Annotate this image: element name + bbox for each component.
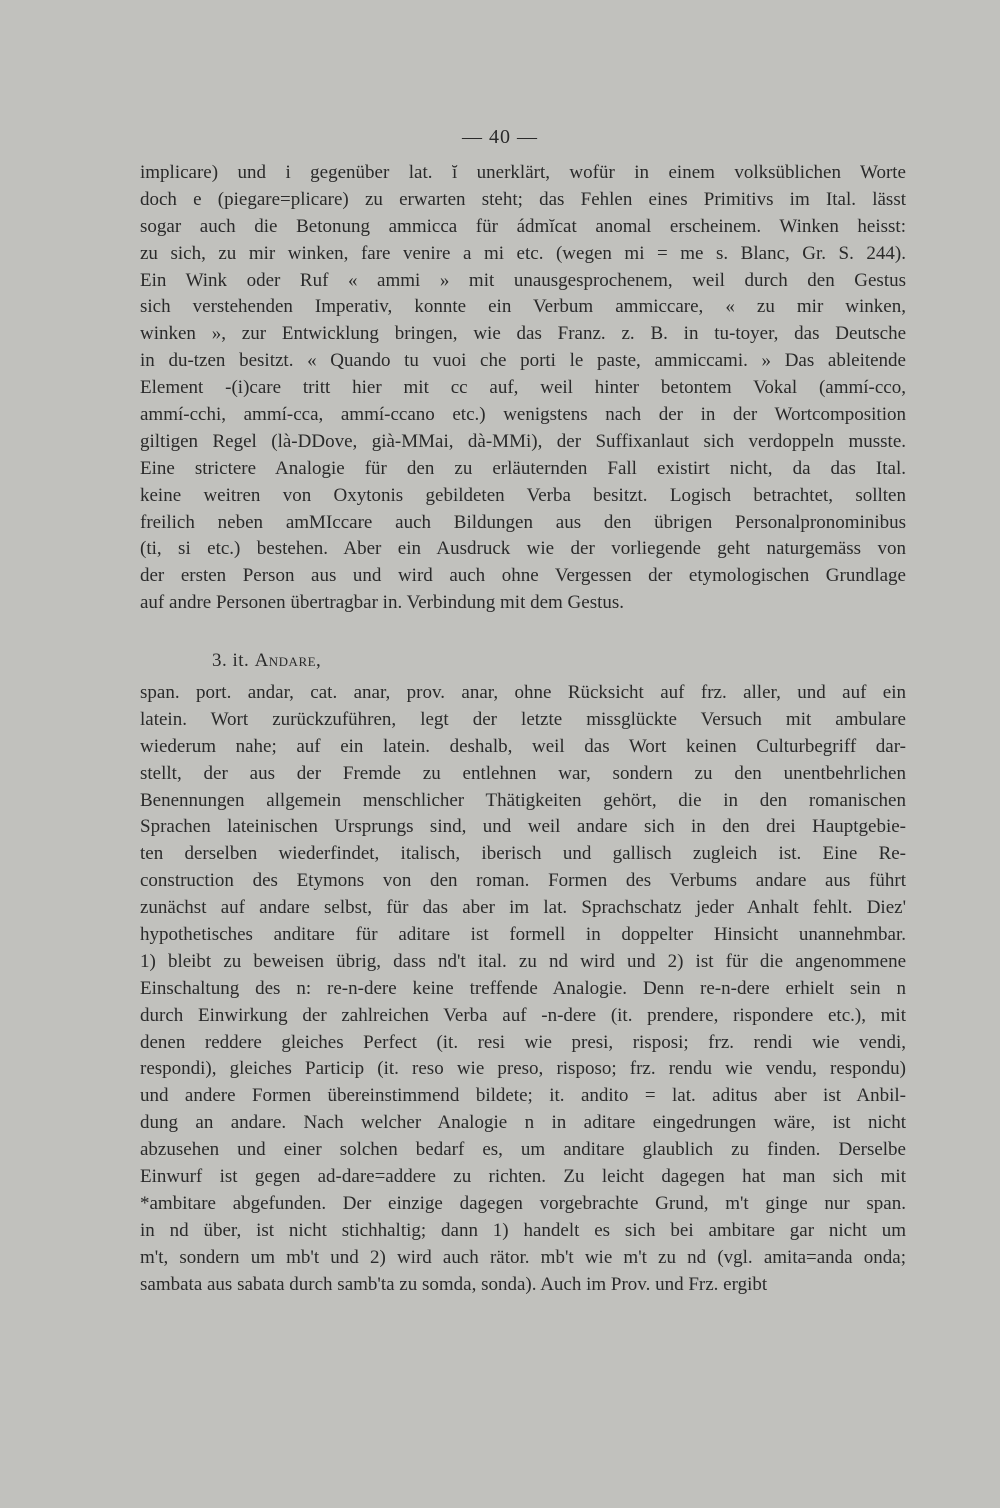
text-line: sich verstehenden Imperativ, konnte ein Verbum ammiccare, « zu mir winken,: [140, 296, 906, 318]
text-line: wiederum nahe; auf ein latein. deshalb, weil das Wort keinen Culturbegriff dar-: [140, 735, 906, 757]
text-line: Element -(i)care tritt hier mit cc auf, weil hinter betontem Vokal (ammí-cco,: [140, 377, 906, 399]
section-word: Andare,: [254, 650, 322, 671]
text-line: winken », zur Entwicklung bringen, wie das Franz. z. B. in tu-toyer, das Deutsche: [140, 323, 906, 345]
text-line: Benennungen allgemein menschlicher Thätigkeiten gehört, die in den romanischen: [140, 789, 906, 811]
text-line: dung an andare. Nach welcher Analogie n in aditare eingedrungen wäre, ist nicht: [140, 1112, 906, 1134]
text-line: implicare) und i gegenüber lat. ĭ unerklärt, wofür in einem volksüblichen Worte: [140, 162, 906, 183]
section-heading: [212, 648, 321, 674]
section-number: 3. it.: [212, 650, 250, 671]
text-line: Einwurf ist gegen ad-dare=addere zu richten. Zu leicht dagegen hat man sich mit: [140, 1166, 906, 1188]
text-line: abzusehen und einer solchen bedarf es, um anditare glaublich zu finden. Derselbe: [140, 1139, 906, 1161]
text-line: sambata aus sabata durch samb'ta zu somda, sonda). Auch im Prov. und Frz. ergibt: [140, 1273, 768, 1295]
text-line: Eine strictere Analogie für den zu erläuternden Fall existirt nicht, da das Ital.: [140, 457, 906, 479]
text-line: m't, sondern um mb't und 2) wird auch rätor. mb't wie m't zu nd (vgl. amita=anda onda;: [140, 1246, 906, 1268]
text-line: giltigen Regel (là-DDove, già-MMai, dà-MMi), der Suffixanlaut sich verdoppeln musste.: [140, 430, 906, 452]
text-line: und andere Formen übereinstimmend bildete; it. andito = lat. aditus aber ist Anbil-: [140, 1085, 906, 1107]
page-number: — 40 —: [462, 126, 538, 148]
text-line: denen reddere gleiches Perfect (it. resi wie presi, risposi; frz. rendi wie vendi,: [140, 1031, 906, 1053]
text-line: in du-tzen besitzt. « Quando tu vuoi che porti le paste, ammiccami. » Das ableitende: [140, 350, 906, 372]
text-line: hypothetisches anditare für aditare ist formell in doppelter Hinsicht unannehmbar.: [140, 924, 906, 946]
text-line: stellt, der aus der Fremde zu entlehnen war, sondern zu den unentbehrlichen: [140, 762, 906, 784]
text-line: Ein Wink oder Ruf « ammi » mit unausgesprochenem, weil durch den Gestus: [140, 269, 906, 291]
text-line: freilich neben amMIccare auch Bildungen aus den übrigen Personalpronominibus: [140, 511, 906, 533]
text-line: doch e (piegare=plicare) zu erwarten steht; das Fehlen eines Primitivs im Ital. lässt: [140, 188, 906, 210]
text-line: durch Einwirkung der zahlreichen Verba auf -n-dere (it. prendere, rispondere etc.), mit: [140, 1004, 906, 1026]
text-line: keine weitren von Oxytonis gebildeten Verba besitzt. Logisch betrachtet, sollten: [140, 484, 906, 506]
text-line: *ambitare abgefunden. Der einzige dagegen vorgebrachte Grund, m't ginge nur span.: [140, 1192, 906, 1214]
text-line: sogar auch die Betonung ammicca für ádmĭcat anomal erscheinem. Winken heisst:: [140, 215, 906, 237]
text-line: (ti, si etc.) bestehen. Aber ein Ausdruck wie der vorliegende geht naturgemäss von: [140, 538, 906, 560]
paragraph-ammiccare: [140, 160, 906, 617]
text-line: ammí-cchi, ammí-cca, ammí-ccano etc.) wenigstens nach der in der Wortcomposition: [140, 404, 906, 426]
text-line: respondi), gleiches Particip (it. reso wie preso, risposo; frz. rendu wie vendu, respondu): [140, 1058, 906, 1080]
text-line: Sprachen lateinischen Ursprungs sind, und weil andare sich in den drei Hauptgebie-: [140, 816, 906, 838]
text-line: span. port. andar, cat. anar, prov. anar, ohne Rücksicht auf frz. aller, und auf ein: [140, 682, 906, 703]
text-line: auf andre Personen übertragbar in. Verbindung mit dem Gestus.: [140, 592, 625, 614]
text-line: zunächst auf andare selbst, für das aber im lat. Sprachschatz jeder Anhalt fehlt. Diez': [140, 897, 906, 919]
paragraph-andare: [140, 680, 906, 1298]
text-line: der ersten Person aus und wird auch ohne Vergessen der etymologischen Grundlage: [140, 565, 906, 587]
text-line: zu sich, zu mir winken, fare venire a mi etc. (wegen mi = me s. Blanc, Gr. S. 244).: [140, 242, 906, 264]
text-line: in nd über, ist nicht stichhaltig; dann 1) handelt es sich bei ambitare gar nicht um: [140, 1219, 906, 1241]
text-line: Einschaltung des n: re-n-dere keine treffende Analogie. Denn re-n-dere erhielt sein n: [140, 977, 906, 999]
text-line: 1) bleibt zu beweisen übrig, dass nd't ital. zu nd wird und 2) ist für die angenommene: [140, 950, 906, 972]
text-line: ten derselben wiederfindet, italisch, iberisch und gallisch zugleich ist. Eine Re-: [140, 843, 906, 865]
text-line: latein. Wort zurückzuführen, legt der letzte missglückte Versuch mit ambulare: [140, 708, 906, 730]
text-line: construction des Etymons von den roman. Formen des Verbums andare aus führt: [140, 870, 906, 892]
